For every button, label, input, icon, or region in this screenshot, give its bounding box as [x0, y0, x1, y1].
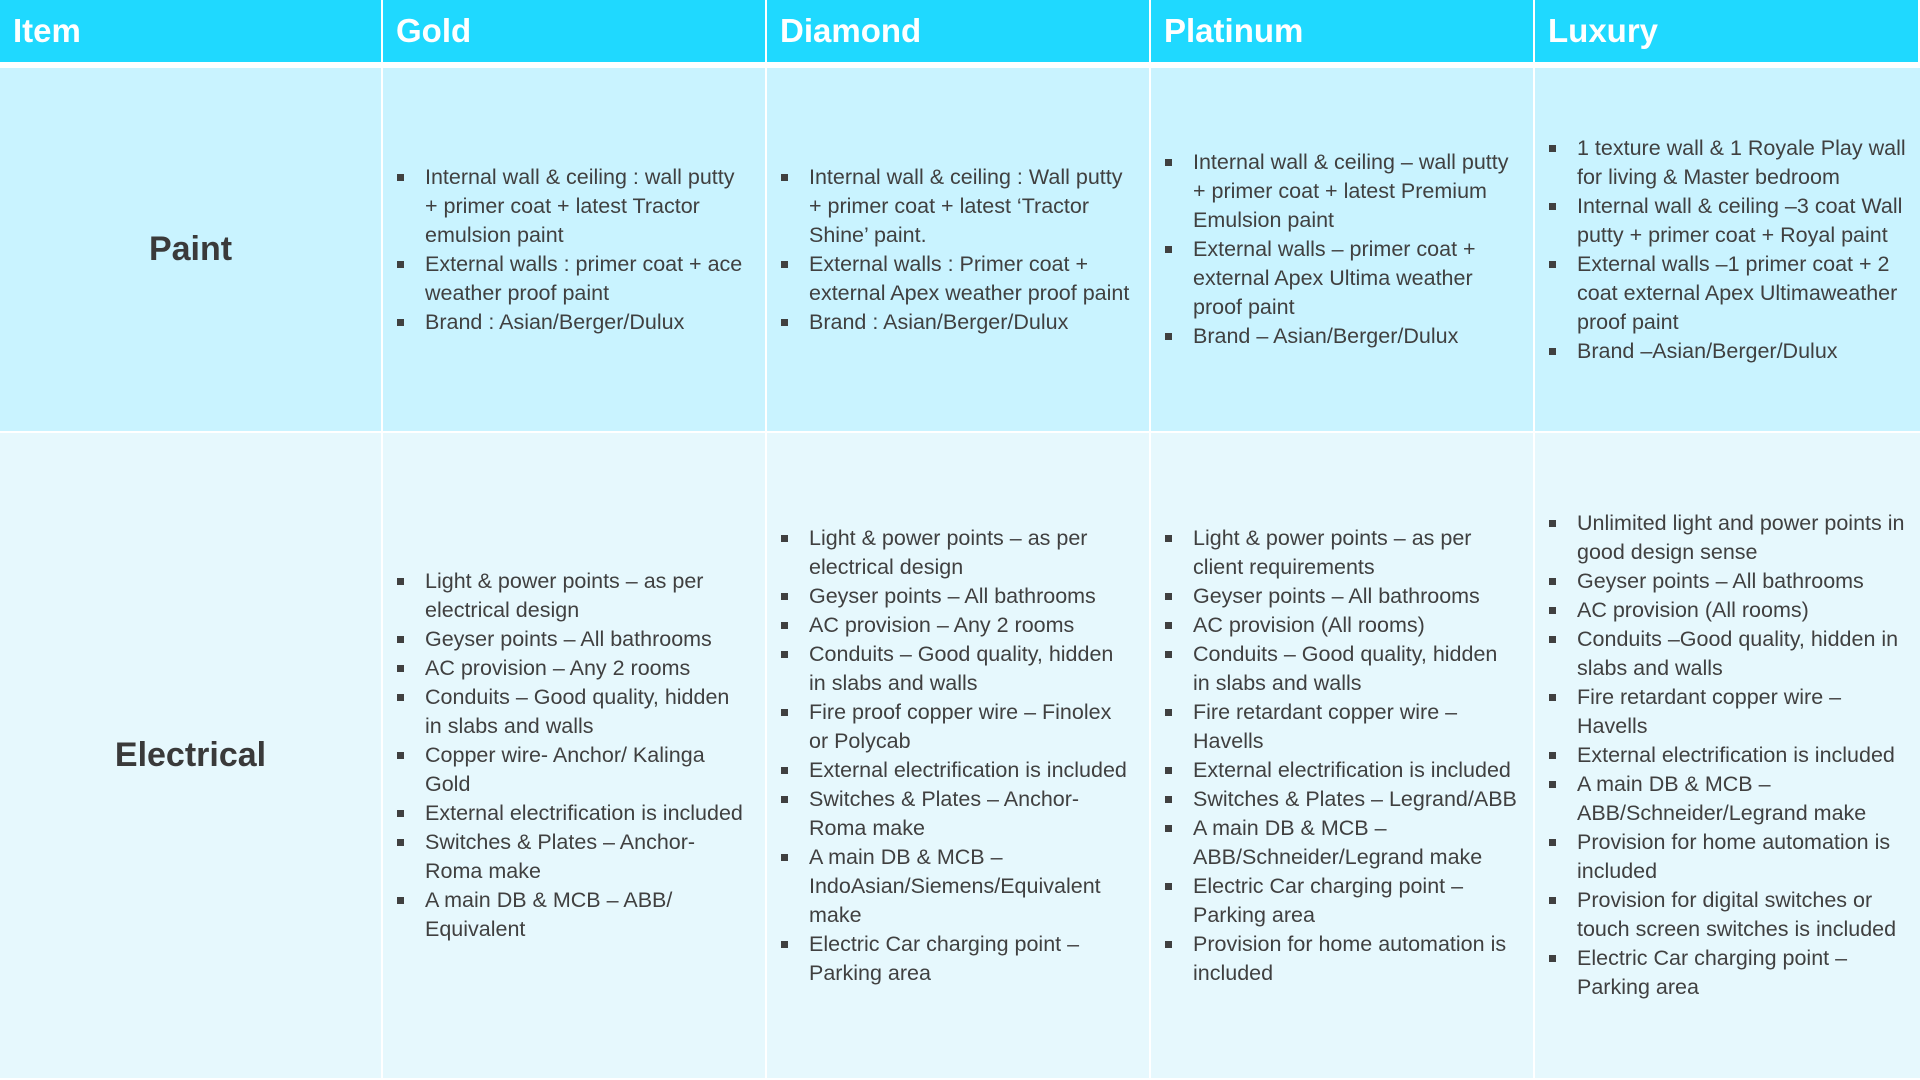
row-label-electrical: Electrical — [0, 433, 383, 1080]
list-item: A main DB & MCB – ABB/Schneider/Legrand make — [1549, 770, 1906, 828]
header-gold: Gold — [383, 0, 767, 68]
list-item: Internal wall & ceiling –3 coat Wall putty + primer coat + Royal paint — [1549, 192, 1906, 250]
header-diamond: Diamond — [767, 0, 1151, 68]
paint-gold-cell — [383, 68, 767, 433]
bullet-list — [1549, 509, 1906, 1002]
list-item: Geyser points – All bathrooms — [397, 625, 751, 654]
paint-luxury-cell — [1535, 68, 1920, 433]
list-item: Conduits – Good quality, hidden in slabs and walls — [1165, 640, 1519, 698]
electrical-luxury-cell — [1535, 433, 1920, 1080]
list-item: Conduits – Good quality, hidden in slabs and walls — [397, 683, 751, 741]
header-platinum: Platinum — [1151, 0, 1535, 68]
list-item: Provision for home automation is included — [1165, 930, 1519, 988]
list-item: External walls : primer coat + ace weather proof paint — [397, 250, 751, 308]
list-item: External electrification is included — [1549, 741, 1906, 770]
list-item: Light & power points – as per electrical design — [781, 524, 1135, 582]
list-item: Light & power points – as per client requirements — [1165, 524, 1519, 582]
list-item: External electrification is included — [397, 799, 751, 828]
list-item: Internal wall & ceiling : Wall putty + primer coat + latest ‘Tractor Shine’ paint. — [781, 163, 1135, 250]
list-item: Geyser points – All bathrooms — [1165, 582, 1519, 611]
list-item: AC provision – Any 2 rooms — [781, 611, 1135, 640]
list-item: Switches & Plates – Legrand/ABB — [1165, 785, 1519, 814]
list-item: Switches & Plates – Anchor-Roma make — [397, 828, 751, 886]
list-item: AC provision – Any 2 rooms — [397, 654, 751, 683]
electrical-gold-cell — [383, 433, 767, 1080]
paint-platinum-cell — [1151, 68, 1535, 433]
list-item: Switches & Plates – Anchor-Roma make — [781, 785, 1135, 843]
list-item: Geyser points – All bathrooms — [781, 582, 1135, 611]
list-item: External electrification is included — [1165, 756, 1519, 785]
list-item: Provision for home automation is included — [1549, 828, 1906, 886]
list-item: Brand –Asian/Berger/Dulux — [1549, 337, 1906, 366]
bullet-list — [397, 567, 751, 944]
list-item: Electric Car charging point – Parking area — [781, 930, 1135, 988]
row-label-paint: Paint — [0, 68, 383, 433]
list-item: A main DB & MCB – IndoAsian/Siemens/Equivalent make — [781, 843, 1135, 930]
paint-diamond-cell — [767, 68, 1151, 433]
list-item: Brand : Asian/Berger/Dulux — [781, 308, 1135, 337]
list-item: Brand – Asian/Berger/Dulux — [1165, 322, 1519, 351]
list-item: Conduits – Good quality, hidden in slabs and walls — [781, 640, 1135, 698]
list-item: Internal wall & ceiling – wall putty + primer coat + latest Premium Emulsion paint — [1165, 148, 1519, 235]
list-item: Electric Car charging point – Parking area — [1165, 872, 1519, 930]
bullet-list — [1165, 524, 1519, 988]
list-item: Conduits –Good quality, hidden in slabs and walls — [1549, 625, 1906, 683]
bullet-list — [397, 163, 751, 337]
list-item: External electrification is included — [781, 756, 1135, 785]
list-item: Provision for digital switches or touch screen switches is included — [1549, 886, 1906, 944]
electrical-diamond-cell — [767, 433, 1151, 1080]
list-item: AC provision (All rooms) — [1165, 611, 1519, 640]
electrical-platinum-cell — [1151, 433, 1535, 1080]
list-item: External walls –1 primer coat + 2 coat external Apex Ultimaweather proof paint — [1549, 250, 1906, 337]
list-item: 1 texture wall & 1 Royale Play wall for living & Master bedroom — [1549, 134, 1906, 192]
list-item: External walls : Primer coat + external Apex weather proof paint — [781, 250, 1135, 308]
bullet-list — [1549, 134, 1906, 366]
bullet-list — [781, 524, 1135, 988]
list-item: Fire proof copper wire – Finolex or Polycab — [781, 698, 1135, 756]
bullet-list — [1165, 148, 1519, 351]
list-item: AC provision (All rooms) — [1549, 596, 1906, 625]
header-item: Item — [0, 0, 383, 68]
list-item: Internal wall & ceiling : wall putty + primer coat + latest Tractor emulsion paint — [397, 163, 751, 250]
list-item: Electric Car charging point – Parking area — [1549, 944, 1906, 1002]
list-item: Geyser points – All bathrooms — [1549, 567, 1906, 596]
bullet-list — [781, 163, 1135, 337]
header-luxury: Luxury — [1535, 0, 1920, 68]
list-item: A main DB & MCB – ABB/Schneider/Legrand make — [1165, 814, 1519, 872]
list-item: Light & power points – as per electrical design — [397, 567, 751, 625]
list-item: External walls – primer coat + external Apex Ultima weather proof paint — [1165, 235, 1519, 322]
list-item: Fire retardant copper wire – Havells — [1165, 698, 1519, 756]
list-item: Brand : Asian/Berger/Dulux — [397, 308, 751, 337]
list-item: Unlimited light and power points in good design sense — [1549, 509, 1906, 567]
list-item: Fire retardant copper wire – Havells — [1549, 683, 1906, 741]
list-item: Copper wire- Anchor/ Kalinga Gold — [397, 741, 751, 799]
list-item: A main DB & MCB – ABB/ Equivalent — [397, 886, 751, 944]
